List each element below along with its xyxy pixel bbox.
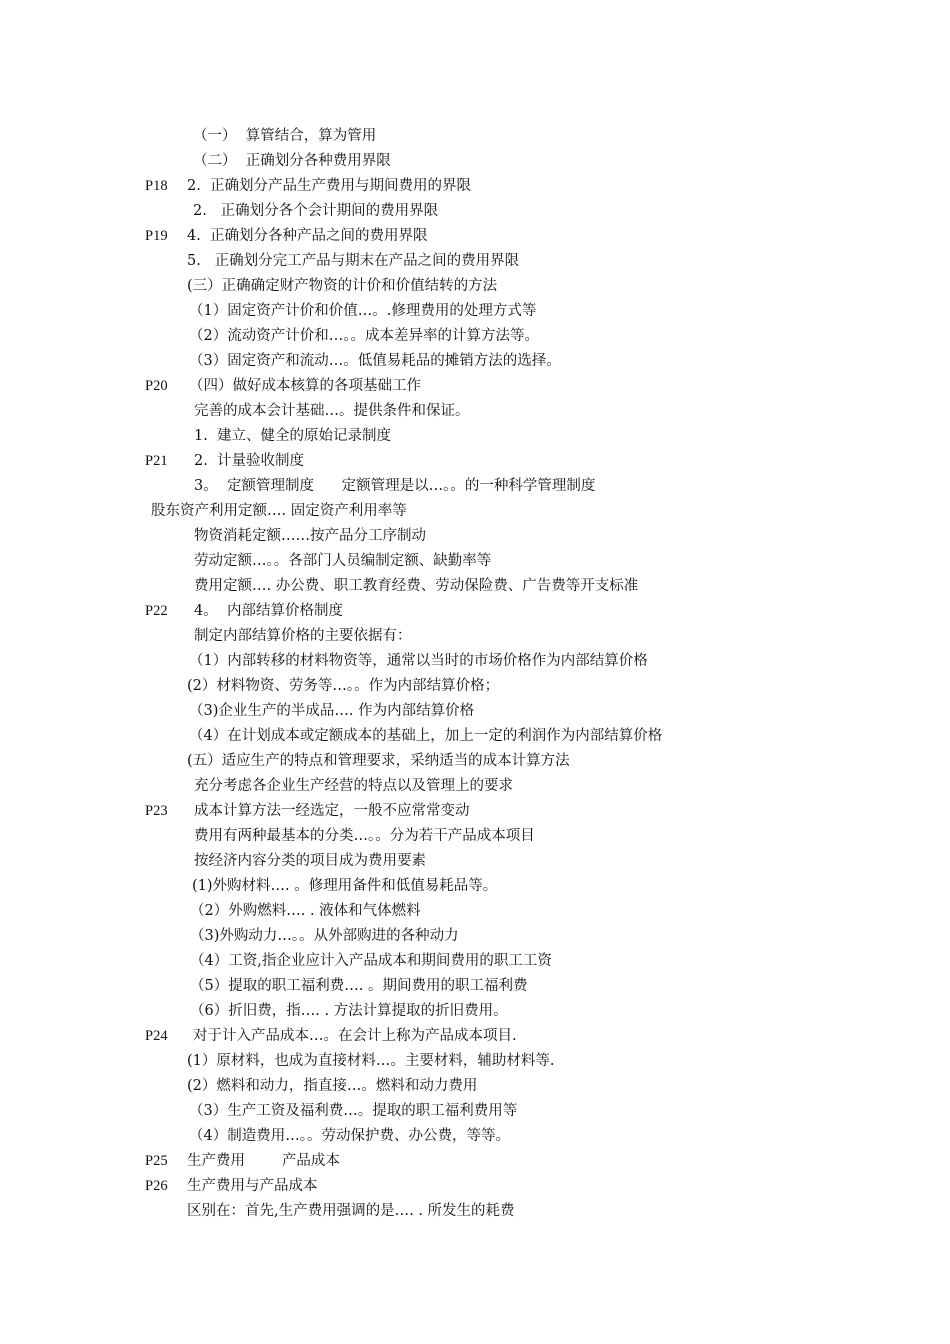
line-text: （4）制造费用…。。劳动保护费、办公费，等等。 [189, 1128, 510, 1144]
page-ref: P21 [145, 453, 168, 469]
page-ref: P23 [145, 803, 168, 819]
line-text: （3)企业生产的半成品…. 作为内部结算价格 [189, 703, 475, 719]
line-text: （4）工资,指企业应计入产品成本和期间费用的职工工资 [190, 953, 552, 969]
line-text: (三）正确确定财产物资的计价和价值结转的方法 [187, 278, 498, 294]
line-text: 完善的成本会计基础…。提供条件和保证。 [194, 403, 470, 419]
line-text: （二） 正确划分各种费用界限 [193, 153, 391, 169]
page-ref: P20 [145, 378, 168, 394]
line-text: 费用定额…. 办公费、职工教育经费、劳动保险费、广告费等开支标准 [194, 578, 639, 594]
line-text: (1）原材料，也成为直接材料…。主要材料，辅助材料等. [187, 1053, 555, 1069]
line-text: （1）固定资产计价和价值…。.修理费用的处理方式等 [189, 303, 537, 319]
line-text: (2）材料物资、劳务等…。。作为内部结算价格； [187, 678, 500, 694]
line-text: 对于计入产品成本…。在会计上称为产品成本项目. [193, 1028, 517, 1044]
page-ref: P22 [145, 603, 168, 619]
line-text: 5. 正确划分完工产品与期末在产品之间的费用界限 [187, 253, 520, 269]
line-text: 2. 正确划分各个会计期间的费用界限 [193, 203, 439, 219]
line-text: 按经济内容分类的项目成为费用要素 [194, 853, 426, 869]
line-text: （5）提取的职工福利费…. 。期间费用的职工福利费 [190, 978, 528, 994]
line-text: （4）在计划成本或定额成本的基础上，加上一定的利润作为内部结算价格 [189, 728, 663, 744]
line-text: 3。 定额管理制度 定额管理是以…。。的一种科学管理制度 [194, 478, 596, 494]
line-text: （2）流动资产计价和…。。成本差异率的计算方法等。 [189, 328, 539, 344]
line-text: 制定内部结算价格的主要依据有： [194, 628, 412, 644]
line-text: （3)外购动力…。。从外部购进的各种动力 [190, 928, 459, 944]
line-text: 生产费用 产品成本 [187, 1153, 340, 1169]
line-text: 2. 计量验收制度 [194, 453, 305, 469]
line-text: 生产费用与产品成本 [187, 1178, 318, 1194]
line-text: (五）适应生产的特点和管理要求，采纳适当的成本计算方法 [187, 753, 570, 769]
line-text: 区别在：首先,生产费用强调的是…. . 所发生的耗费 [187, 1203, 515, 1219]
line-text: （3）生产工资及福利费…。提取的职工福利费用等 [189, 1103, 518, 1119]
page-ref: P24 [145, 1028, 168, 1044]
line-text: 费用有两种最基本的分类…。。分为若干产品成本项目 [194, 828, 535, 844]
line-text: 物资消耗定额……按产品分工序制动 [194, 528, 426, 544]
line-text: 4. 正确划分各种产品之间的费用界限 [187, 228, 428, 244]
line-text: 劳动定额…。。各部门人员编制定额、缺勤率等 [194, 553, 492, 569]
page-ref: P19 [145, 228, 168, 244]
page-ref: P25 [145, 1153, 168, 1169]
line-text: 1. 建立、健全的原始记录制度 [194, 428, 392, 444]
line-text: (1)外购材料…. 。修理用备件和低值易耗品等。 [192, 878, 498, 894]
line-text: （3）固定资产和流动…。低值易耗品的摊销方法的选择。 [189, 353, 561, 369]
line-text: （一） 算管结合，算为管用 [193, 128, 377, 144]
line-text: 股东资产利用定额…. 固定资产利用率等 [151, 503, 407, 519]
line-text: （2）外购燃料…. . 液体和气体燃料 [190, 903, 421, 919]
line-text: （1）内部转移的材料物资等，通常以当时的市场价格作为内部结算价格 [189, 653, 648, 669]
page-ref: P18 [145, 178, 168, 194]
line-text: (2）燃料和动力，指直接…。燃料和动力费用 [187, 1078, 478, 1094]
line-text: 4。 内部结算价格制度 [194, 603, 343, 619]
line-text: 2. 正确划分产品生产费用与期间费用的界限 [187, 178, 472, 194]
line-text: 成本计算方法一经选定，一般不应常常变动 [194, 803, 470, 819]
page-ref: P26 [145, 1178, 168, 1194]
line-text: （四）做好成本核算的各项基础工作 [189, 378, 421, 394]
line-text: 充分考虑各企业生产经营的特点以及管理上的要求 [194, 778, 513, 794]
line-text: （6）折旧费，指…. . 方法计算提取的折旧费用。 [190, 1003, 508, 1019]
